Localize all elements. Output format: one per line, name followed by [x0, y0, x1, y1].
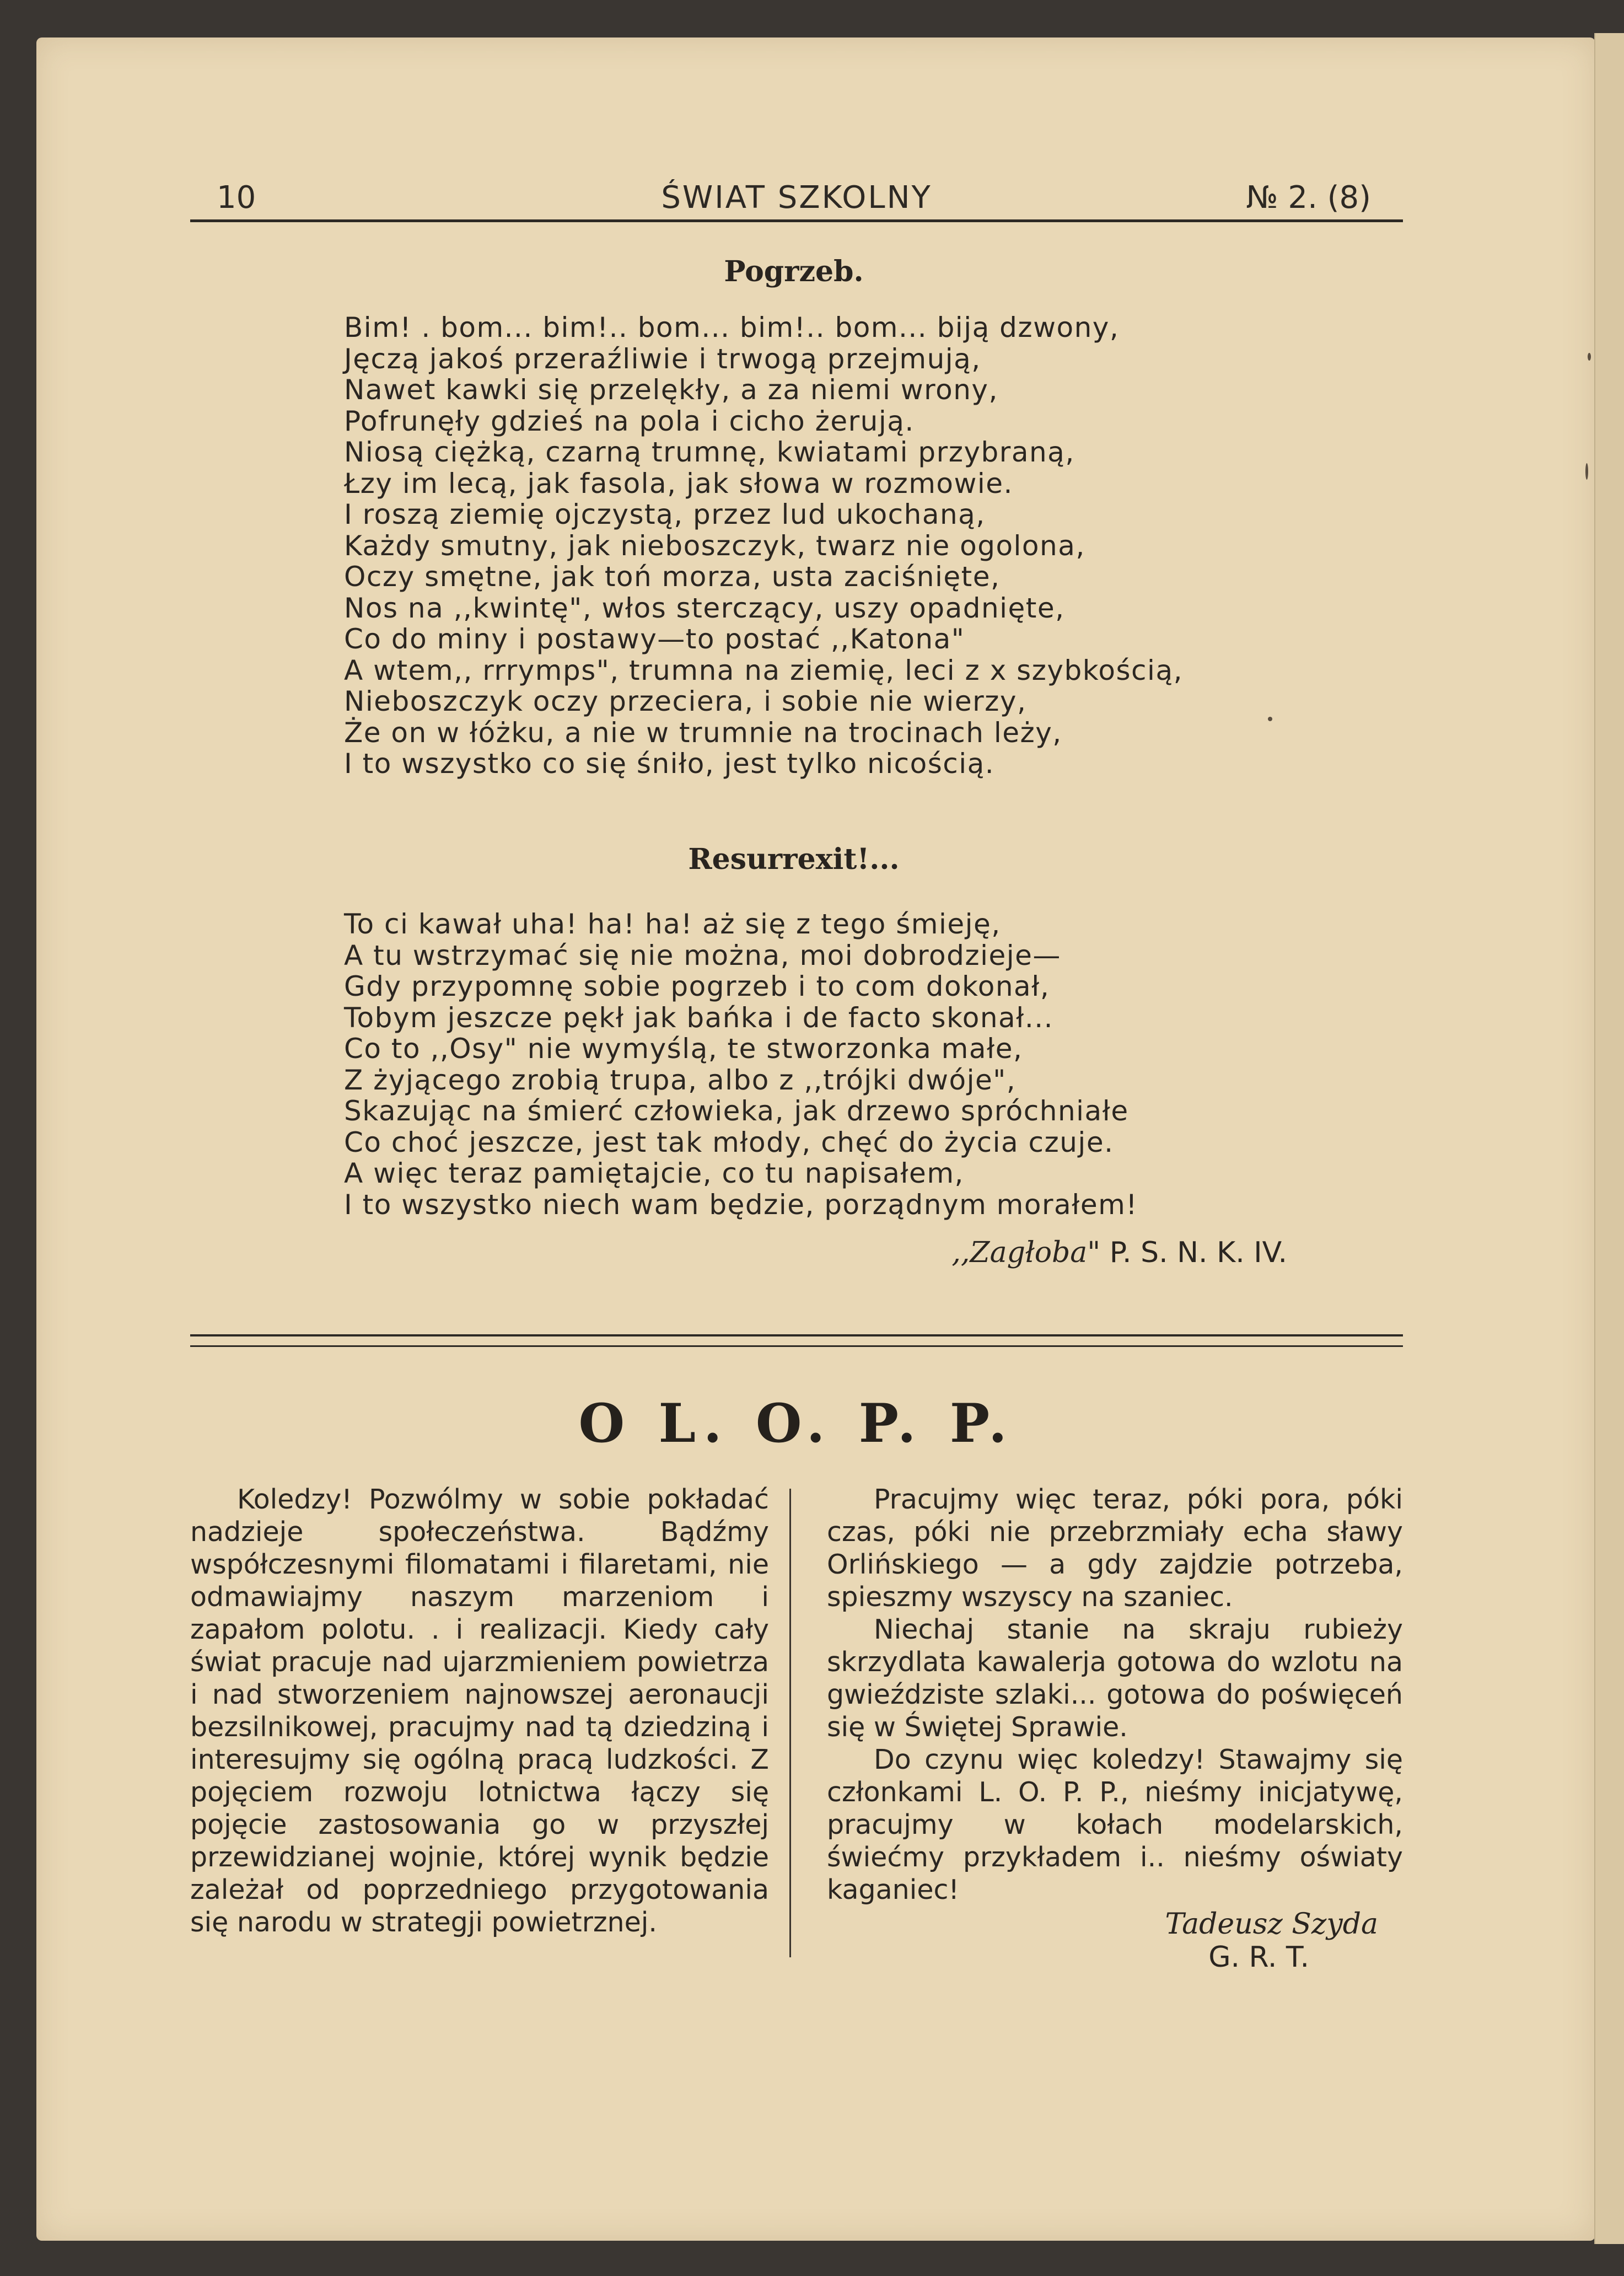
article-title: O L. O. P. P. — [578, 1392, 1015, 1454]
poem-line: A więc teraz pamiętajcie, co tu napisałem, — [344, 1157, 964, 1189]
poem-line: Tobym jeszcze pękł jak bańka i de facto skonał... — [344, 1001, 1054, 1034]
poem-line: Co do miny i postawy—to postać ,,Katona" — [344, 623, 965, 655]
poem-line: Nieboszczyk oczy przeciera, i sobie nie wierzy, — [344, 685, 1027, 717]
poem-line: Każdy smutny, jak nieboszczyk, twarz nie ogolona, — [344, 529, 1085, 562]
poem-line: Oczy smętne, jak toń morza, usta zaciśnięte, — [344, 561, 1001, 593]
poem-line: Co choć jeszcze, jest tak młody, chęć do życia czuje. — [344, 1126, 1114, 1158]
poem-title-pogrzeb: Pogrzeb. — [724, 255, 864, 288]
poem-line: Pofrunęły gdzieś na pola i cicho żerują. — [344, 405, 915, 437]
paper-speck — [1585, 463, 1588, 480]
issue-number: № 2. (8) — [1246, 180, 1371, 216]
poem-line: Nos na ,,kwintę", włos sterczący, uszy opadnięte, — [344, 592, 1065, 624]
signature-class: P. S. N. K. IV. — [1109, 1236, 1287, 1269]
column-divider — [789, 1489, 791, 1957]
poem-line: Niosą ciężką, czarną trumnę, kwiatami przybraną, — [344, 436, 1075, 468]
poem-line: Bim! . bom... bim!.. bom... bim!.. bom... biją dzwony, — [344, 312, 1120, 343]
poem-resurrexit — [344, 909, 1292, 1220]
journal-title: ŚWIAT SZKOLNY — [661, 180, 932, 216]
poem-signature — [772, 1236, 1287, 1269]
page-number: 10 — [217, 180, 256, 216]
poem-line: Łzy im lecą, jak fasola, jak słowa w rozmowie. — [344, 467, 1013, 500]
poem-line: I to wszystko co się śniło, jest tylko nicością. — [344, 748, 995, 780]
poem-line: Nawet kawki się przelękły, a za niemi wrony, — [344, 374, 998, 406]
signature-pen-name: ,,Zagłoba" — [951, 1236, 1101, 1269]
author-name: Tadeusz Szyda — [1165, 1908, 1378, 1941]
poem-pogrzeb — [344, 312, 1292, 780]
article-right-column — [827, 1483, 1403, 1906]
section-divider-bottom — [190, 1345, 1403, 1347]
poem-line: Skazując na śmierć człowieka, jak drzewo spróchniałe — [344, 1095, 1129, 1127]
header-rule — [190, 219, 1403, 222]
poem-title-resurrexit: Resurrexit!... — [688, 842, 900, 876]
poem-line: I to wszystko niech wam będzie, porządnym morałem! — [344, 1188, 1138, 1221]
paper-speck — [1268, 717, 1272, 721]
poem-line: To ci kawał uha! ha! ha! aż się z tego śmieję, — [344, 908, 1001, 940]
article-author — [827, 1908, 1403, 1974]
article-paragraph: Pracujmy więc teraz, póki pora, póki czas, póki nie przebrzmiały echa sławy Orlińskiego — a gdy zajdzie potrzeba, spieszmy wszyscy na szaniec. — [827, 1484, 1403, 1613]
poem-line: Gdy przypomnę sobie pogrzeb i to com dokonał, — [344, 970, 1050, 1002]
next-page-edge — [1594, 33, 1624, 2244]
running-header — [190, 180, 1403, 218]
article-paragraph: Niechaj stanie na skraju rubieży skrzydlata kawalerja gotowa do wzlotu na gwieździste szlaki... gotowa do poświęceń się w Świętej Sprawie. — [827, 1614, 1403, 1743]
poem-line: Co to ,,Osy" nie wymyślą, te stworzonka małe, — [344, 1033, 1023, 1065]
poem-line: A wtem,, rrrymps", trumna na ziemię, leci z x szybkością, — [344, 654, 1183, 686]
paper-speck — [1588, 353, 1591, 361]
poem-line: Jęczą jakoś przeraźliwie i trwogą przejmują, — [344, 342, 981, 375]
section-divider-top — [190, 1334, 1403, 1336]
author-class: G. R. T. — [1208, 1941, 1309, 1974]
poem-line: A tu wstrzymać się nie można, moi dobrodzieje— — [344, 939, 1061, 971]
poem-line: I roszą ziemię ojczystą, przez lud ukochaną, — [344, 498, 986, 530]
article-paragraph: Koledzy! Pozwólmy w sobie pokładać nadzieje społeczeństwa. Bądźmy współczesnymi filomatami i filaretami, nie odmawiajmy naszym marzeniom i zapałom polotu. . i realizacji. Kiedy cały świat pracuje nad ujarzmieniem powietrza i nad stworzeniem najnowszej aeronaucji bezsilnikowej, pracujmy nad tą dziedziną i interesujmy się ogólną pracą ludzkości. Z pojęciem rozwoju lotnictwa łączy się pojęcie zastosowania go w przyszłej przewidzianej wojnie, której wynik będzie zależał od poprzedniego przygotowania się narodu w strategji powietrznej. — [190, 1484, 769, 1938]
article-paragraph: Do czynu więc koledzy! Stawajmy się członkami L. O. P. P., nieśmy inicjatywę, pracujmy w kołach modelarskich, świećmy przykładem i.. nieśmy oświaty kaganiec! — [827, 1744, 1403, 1905]
poem-line: Że on w łóżku, a nie w trumnie na trocinach leży, — [344, 716, 1062, 749]
poem-line: Z żyjącego zrobią trupa, albo z ,,trójki dwóje", — [344, 1064, 1017, 1096]
article-left-column — [190, 1483, 769, 1939]
